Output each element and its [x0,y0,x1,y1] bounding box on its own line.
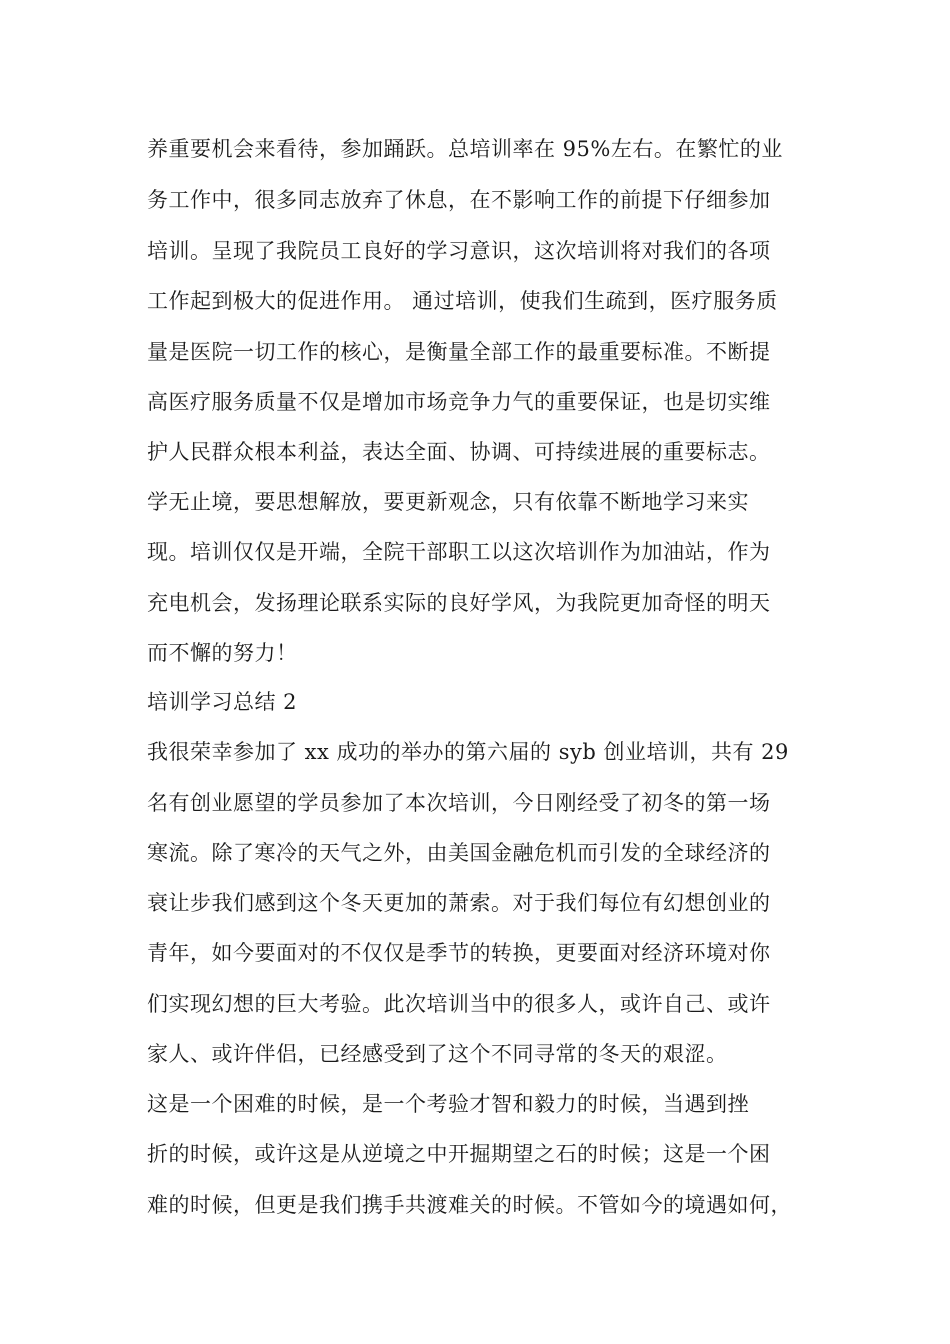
text-line: 量是医院一切工作的核心，是衡量全部工作的最重要标准。不断提 [147,340,771,364]
text-line: 工作起到极大的促进作用。 通过培训，使我们生疏到，医疗服务质 [147,289,778,313]
text-line: 青年，如今要面对的不仅仅是季节的转换，更要面对经济环境对你 [147,941,771,965]
section-heading: 培训学习总结 2 [147,690,298,714]
text-line: 折的时候，或许这是从逆境之中开掘期望之石的时候；这是一个困 [147,1142,771,1166]
paragraph-start-line: 我很荣幸参加了 xx 成功的举办的第六届的 syb 创业培训，共有 29 [147,740,789,764]
text-line: 养重要机会来看待，参加踊跃。总培训率在 95%左右。在繁忙的业 [147,137,783,161]
text-line: 难的时候，但更是我们携手共渡难关的时候。不管如今的境遇如何， [147,1193,792,1217]
text-line: 现。培训仅仅是开端，全院干部职工以这次培训作为加油站，作为 [147,540,771,564]
text-line: 而不懈的努力！ [147,641,298,665]
text-line: 培训。呈现了我院员工良好的学习意识，这次培训将对我们的各项 [147,239,771,263]
text-line: 务工作中，很多同志放弃了休息，在不影响工作的前提下仔细参加 [147,188,771,212]
text-line: 衰让步我们感到这个冬天更加的萧索。对于我们每位有幻想创业的 [147,891,771,915]
text-line: 护人民群众根本利益，表达全面、协调、可持续进展的重要标志。 [147,440,771,464]
text-line: 名有创业愿望的学员参加了本次培训，今日刚经受了初冬的第一场 [147,791,771,815]
paragraph-start-line: 这是一个困难的时候，是一个考验才智和毅力的时候，当遇到挫 [147,1092,749,1116]
text-line: 充电机会，发扬理论联系实际的良好学风，为我院更加奇怪的明天 [147,591,771,615]
text-line: 们实现幻想的巨大考验。此次培训当中的很多人，或许自己、或许 [147,992,771,1016]
paragraph-start-line: 学无止境，要思想解放，要更新观念，只有依靠不断地学习来实 [147,490,749,514]
text-line: 高医疗服务质量不仅是增加市场竞争力气的重要保证，也是切实维 [147,390,771,414]
text-line: 家人、或许伴侣，已经感受到了这个不同寻常的冬天的艰涩。 [147,1042,728,1066]
text-line: 寒流。除了寒冷的天气之外，由美国金融危机而引发的全球经济的 [147,841,771,865]
